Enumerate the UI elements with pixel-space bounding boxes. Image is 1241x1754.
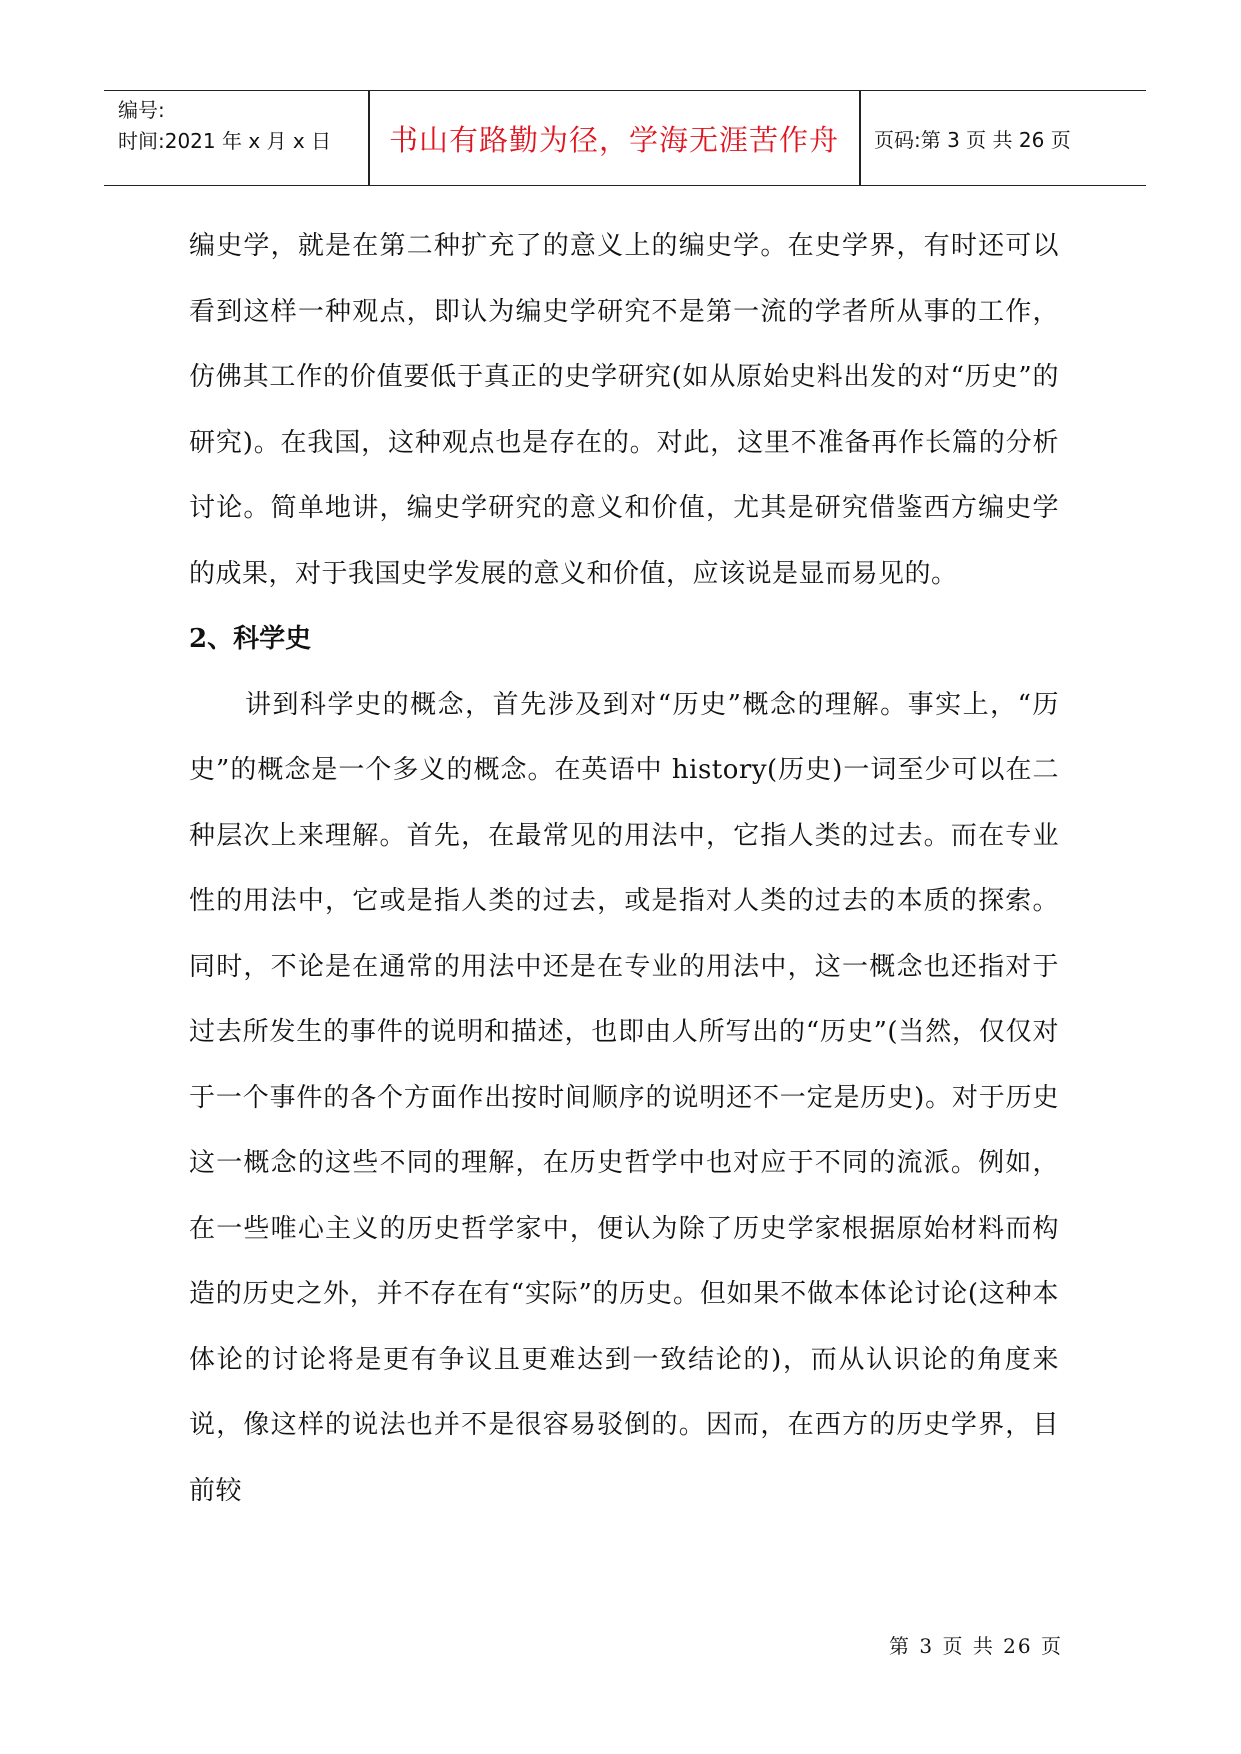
paragraph: 编史学，就是在第二种扩充了的意义上的编史学。在史学界，有时还可以看到这样一种观点，即认为编史学研究不是第一流的学者所从事的工作，仿佛其工作的价值要低于真正的史学研究(如从原始史料出发的对“历史”的研究)。在我国，这种观点也是存在的。对此，这里不准备再作长篇的分析讨论。简单地讲，编史学研究的意义和价值，尤其是研究借鉴西方编史学的成果，对于我国史学发展的意义和价值，应该说是显而易见的。 xyxy=(189,231,1059,589)
serial-number-label: 编号: xyxy=(118,98,165,122)
date-label: 时间:2021 年 x 月 x 日 xyxy=(118,129,332,153)
page-header xyxy=(104,90,1146,186)
paragraph: 讲到科学史的概念，首先涉及到对“历史”概念的理解。事实上，“历史”的概念是一个多义的概念。在英语中 history(历史)一词至少可以在二种层次上来理解。首先，在最常见的用法中，它指人类的过去。而在专业性的用法中，它或是指人类的过去，或是指对人类的过去的本质的探索。同时，不论是在通常的用法中还是在专业的用法中，这一概念也还指对于过去所发生的事件的说明和描述，也即由人所写出的“历史”(当然，仅仅对于一个事件的各个方面作出按时间顺序的说明还不一定是历史)。对于历史这一概念的这些不同的理解，在历史哲学中也对应于不同的流派。例如，在一些唯心主义的历史哲学家中，便认为除了历史学家根据原始材料而构造的历史之外，并不存在有“实际”的历史。但如果不做本体论讨论(这种本体论的讨论将是更有争议且更难达到一致结论的)，而从认识论的角度来说，像这样的说法也并不是很容易驳倒的。因而，在西方的历史学界，目前较 xyxy=(189,689,1059,1506)
header-page-number: 页码:第 3 页 共 26 页 xyxy=(874,127,1071,152)
section-heading: 2、科学史 xyxy=(189,624,312,654)
header-motto: 书山有路勤为径，学海无涯苦作舟 xyxy=(388,122,839,157)
document-body xyxy=(189,214,1059,1524)
page-footer: 第 3 页 共 26 页 xyxy=(889,1634,1063,1658)
header-meta xyxy=(118,95,331,157)
header-divider xyxy=(859,91,861,185)
